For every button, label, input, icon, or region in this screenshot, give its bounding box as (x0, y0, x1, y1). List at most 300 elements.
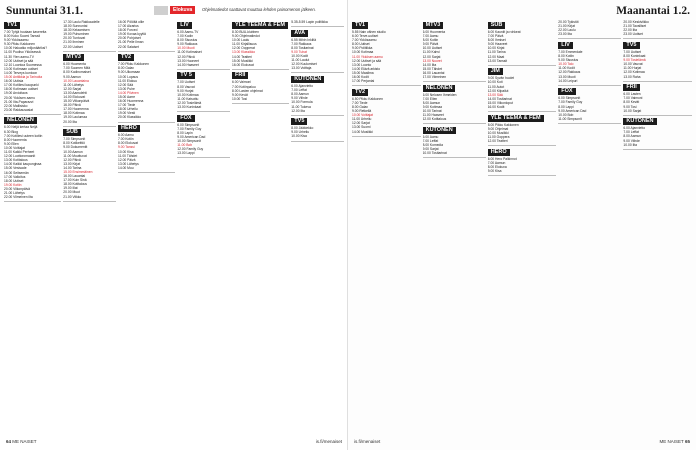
programme-listing: 9.00 Kevät (232, 92, 248, 97)
divider (177, 111, 230, 112)
programme-listing: 6.00 Hero Palkinnot (487, 156, 517, 161)
programme-listing: 23.00 Ilta (558, 32, 572, 37)
programme-listing: 6.00 Neljä kertaa Neljä (4, 125, 38, 130)
programme-listing: 18.00 Urheilu (118, 107, 138, 112)
channel-block (63, 127, 116, 198)
programme-listing: 7.00 Tiede (352, 100, 368, 105)
programme-listing: 13.00 Aamulehti (63, 90, 87, 95)
programme-listing: 10.00 Aamun (63, 149, 83, 154)
film-badge: Elokuva (170, 6, 195, 14)
channel-heading: NELONEN (4, 117, 37, 124)
programme-listing: 8.00 Kuninkaat (623, 54, 646, 59)
programme-listing: 7.00 Leffat (422, 139, 439, 144)
channel-block (177, 70, 230, 109)
channel-block (623, 40, 692, 79)
programme-listing: 10.00 Tosi (232, 96, 247, 101)
divider (558, 85, 621, 86)
programme-listing: 14.00 Pilvinen (118, 90, 139, 95)
programme-listing: 11.00 Tähdet (118, 153, 138, 158)
programme-listing: 16.00 Kodit (352, 75, 369, 80)
programme-listing: 6.00 Ajanvietto (291, 84, 313, 89)
channel-block (488, 147, 557, 173)
programme-listing: 8.00 Pikku Kakkonen (487, 122, 519, 127)
programme-listing: 13.00 Sää (487, 92, 503, 97)
schedule-column (4, 20, 61, 436)
programme-listing: 12.00 Ilta (291, 108, 305, 113)
programme-listing: 7.00 Ykkösaamu (352, 38, 377, 43)
programme-listing: 11.00 Muuttuvat (63, 153, 87, 158)
programme-listing: 18.00 Kotitalous (63, 182, 87, 187)
programme-listing: 6.00 Nelosen Ihmeiden (422, 92, 457, 97)
schedule-column (488, 20, 557, 436)
divider (291, 26, 344, 27)
programme-listing: 6.00 Kauniit ja rohkeat (487, 30, 521, 34)
programme-listing: 8.00 Galax (352, 105, 368, 109)
programme-listing: 8.00 Aamun (291, 92, 309, 97)
programme-listing: 14.00 Musiikki (352, 129, 373, 134)
schedule-column (118, 20, 175, 436)
programme-listing: 11.00 Hurjat (623, 66, 642, 71)
programme-listing: 13.00 Muoti (558, 74, 576, 79)
programme-listing: 11.00 Kotimaiset (177, 50, 202, 55)
magazine-name: ME NAISET (659, 439, 684, 444)
programme-listing: 8.00 Aamun (422, 100, 441, 105)
programme-listing: 16.00 Huomenna (118, 99, 144, 104)
channel-block (177, 113, 230, 156)
programme-listing: 13.00 Kotimaan uutiset (4, 66, 38, 71)
programme-listing: 15.00 Vesisade (4, 166, 27, 171)
programme-listing: 14.00 Teatteri (232, 54, 252, 59)
programme-listing: 8.00 Elokuva (487, 164, 507, 169)
schedule-column (291, 20, 344, 436)
channel-block (488, 66, 557, 109)
programme-listing: 16.00 Uutisia (4, 79, 24, 84)
programme-listing: 18.00 Uutiset (4, 178, 24, 183)
programme-listing: 10.00 Tarinat (422, 109, 442, 114)
programme-listing: 13.00 Kuninkaat (177, 105, 202, 109)
programme-listing: 15.00 Antiikkia ja Tarinoita (4, 75, 43, 80)
programme-listing: 8.00 Lappi (558, 104, 574, 109)
programme-listing: 8.00 Komedia (422, 143, 443, 148)
schedule-column (232, 20, 289, 436)
programme-listing: 13.00 Nuoret (422, 58, 442, 63)
programme-listing: 10.00 Tositarinat (422, 151, 447, 156)
programme-listing: 11.00 Ooppera (487, 134, 510, 139)
programme-listing: 8.00 Kotikeittiö (63, 141, 85, 146)
programme-listing: 7.00 Leffat (291, 88, 307, 93)
programme-listing: 6.00 Vaimoni (232, 80, 251, 85)
programme-listing: 10.00 Formula (291, 100, 313, 105)
programme-listing: 9.00 Kisa (487, 169, 502, 174)
channel-heading: TV2 (352, 89, 368, 96)
programme-listing: 12.00 Maat (487, 54, 505, 59)
channel-heading: LIV (558, 42, 573, 49)
programme-listing: 12.00 Sarjat (63, 86, 82, 91)
schedule-column (623, 20, 692, 436)
programme-listing: 16.00 Elokuvat (232, 62, 254, 67)
programme-listing: 6.50 Pikku Kakkonen (352, 96, 383, 101)
channel-block (291, 28, 344, 71)
channel-heading: MTV3 (423, 22, 444, 29)
programme-listing: 10.00 Lauantaina (63, 78, 89, 83)
programme-listing: 7.00 Uutiset (623, 49, 641, 54)
channel-block (63, 20, 116, 49)
programme-listing: 19.00 Kovaa kyytiä (118, 32, 146, 37)
programme-listing: 12.00 Päivä (177, 54, 195, 59)
channel-block (291, 74, 344, 113)
channel-heading: HERO (118, 125, 140, 132)
programme-listing: 8.00 Koko Suomi Tanssii (4, 34, 41, 39)
programme-listing: 9.00 Tosi (623, 104, 637, 109)
programme-listing: 9.00 Syvän huolet (487, 76, 515, 81)
programme-listing: 9.00 American Dad (177, 134, 206, 139)
programme-listing: 9.00 Aamun (63, 74, 81, 79)
site-url[interactable]: is.fi/menaiset (315, 439, 342, 444)
programme-listing: 10.00 Ilta (623, 142, 637, 147)
channel-block (232, 70, 289, 100)
programme-listing: 9.00 Politiikka (352, 46, 373, 51)
programme-listing: 13.00 Klassikko (232, 50, 256, 55)
channel-heading: TV5 (291, 118, 307, 125)
programme-listing: 9.00 Viihde (291, 96, 308, 101)
channel-block (558, 20, 621, 36)
programme-listing: 12.00 Kotimaa (623, 70, 645, 75)
programme-listing: 22.00 Salaiset (118, 44, 139, 49)
programme-listing: 18.30 Kelaamisen (63, 28, 90, 33)
programme-listing: 15.00 Viikonloput (487, 100, 513, 105)
programme-listing: 19.00 Kotiin (4, 182, 22, 187)
programme-listing: 10.00 Kotimaa (177, 92, 199, 97)
programme-listing: 17.30 Laulu Rakkaudelle (63, 20, 100, 24)
divider (488, 65, 557, 66)
programme-listing: 11.00 Tukeva (291, 104, 311, 109)
programme-listing: 20.00 Tykistöt (558, 20, 579, 24)
divider (177, 157, 230, 158)
programme-listing: 16.00 Lauantai (422, 70, 445, 75)
programme-listing: 7.00 Pikku Kakkonen (118, 62, 149, 67)
divider (232, 69, 289, 70)
programme-listing: 22.00 Uutiset (63, 44, 83, 49)
programme-listing: 9.00 Viihde (623, 138, 640, 143)
programme-listing: 21.00 Ilta-Paparazzi (4, 99, 34, 104)
programme-listing: 9.00 Rakkaus (177, 42, 198, 47)
programme-listing: 10.00 Kodit (291, 54, 308, 59)
programme-listing: 19.00 Puhuminen (63, 32, 90, 37)
programme-listing: 9.00 Ulkomaan (118, 70, 141, 75)
divider (291, 141, 344, 142)
channel-heading: SUB (488, 22, 506, 29)
programme-listing: 11.00 Kodit (558, 66, 575, 71)
programme-listing: 21.00 Tavalliset (623, 24, 647, 29)
page-number: 65 (684, 439, 690, 444)
programme-listing: 9.00 Kotimaa (422, 105, 443, 109)
programme-listing: 23.00 Uutiset (623, 32, 643, 37)
channel-heading: FRII (232, 72, 248, 79)
channel-heading: TV2 (118, 54, 134, 61)
programme-listing: 8.00 Tositarinat (291, 45, 314, 50)
programme-listing: 17.00 Valloitus (4, 174, 26, 179)
programme-listing: 14.00 Muu (118, 165, 134, 170)
programme-listing: 7.00 Päivä (487, 34, 504, 39)
programme-listing: 20.00 Muut (63, 190, 80, 195)
channel-heading: FRII (623, 84, 639, 91)
page-header (354, 5, 690, 19)
programme-listing: 6.00 Simpsonit (177, 122, 200, 127)
programme-listing: 21.00 Kirjat (558, 24, 575, 29)
programme-listing: 8.00 Jääkiekko (291, 126, 314, 131)
channel-block (423, 20, 486, 79)
programme-listing: 11.00 Lähetys (63, 82, 84, 87)
programme-listing: 12.00 Sää (118, 82, 134, 87)
programme-listing: 11.00 Kirjallisuus (232, 42, 257, 47)
programme-listing: 12.00 Päivä (63, 157, 81, 162)
divider (118, 172, 175, 173)
programme-listing: 7.00 Kotiin (118, 137, 134, 142)
programme-listing: 20.00 Keskiviikko (623, 20, 649, 24)
programme-listing: 9.00 Tosielämä (623, 58, 646, 63)
divider (488, 175, 557, 176)
programme-listing: 17.00 Huomenna (63, 107, 89, 112)
programme-listing: 8.00 Huomenta (4, 137, 27, 142)
programme-listing: 12.10 Luontoa Suomessa (4, 62, 42, 67)
programme-listing: 9.00 Sarjat (422, 147, 439, 152)
programme-listing: 14.00 Tarina (63, 165, 82, 170)
programme-listing: 15.00 Tähdet (422, 66, 442, 71)
channel-block (558, 40, 621, 83)
programme-listing: 10.00 Lupaus (118, 74, 138, 79)
programme-listing: 11.00 Haaveet (422, 113, 444, 118)
schedule-column (63, 20, 116, 436)
channel-heading: FOX (558, 88, 575, 95)
programme-listing: 10.00 Voittajat (4, 145, 25, 150)
channel-block (488, 20, 557, 63)
channel-heading: SUB (63, 129, 81, 136)
channel-block (352, 87, 421, 134)
programme-listing: 8.00 Galax (118, 66, 134, 71)
programme-listing: 9.30 Pikku Kakkonen (4, 42, 35, 47)
programme-listing: 20.00 Pohjoiset (118, 36, 141, 41)
programme-listing: 7.00 Kotiliesi uuteen kotiin (4, 133, 43, 138)
programme-listing: 16.00 Päivä (63, 103, 81, 108)
programme-listing: 19.00 Viesti (118, 111, 136, 116)
programme-listing: 13.00 Raha (623, 74, 641, 79)
programme-listing: 12.00 Kuulumiset (291, 62, 317, 67)
programme-listing: 10.00 Koti (487, 80, 503, 85)
divider (623, 38, 692, 39)
programme-listing: 22.00 Laulu (558, 28, 576, 33)
programme-listing: 12.00 Rakkaus (558, 70, 581, 75)
programme-listing: 8.00 Uutiset (352, 42, 370, 47)
divider (423, 123, 486, 124)
programme-listing: 9.00 Retkellä (352, 109, 372, 114)
programme-listing: 18.00 Sunnuntai (63, 24, 88, 29)
programme-listing: 12.00 Luottoromaanit (4, 154, 36, 159)
divider (352, 136, 421, 137)
divider (623, 81, 692, 82)
programme-listing: 7.00 Emmerdale (558, 49, 583, 54)
header-note: Ohjelmatiedot saattavat muuttua lehden painomenon jälkeen. (202, 7, 316, 12)
programme-listing: 14.00 Elävä arkisto (352, 66, 381, 71)
programme-listing: 9.00 Dokumentit (63, 145, 88, 150)
programme-listing: 15.00 Aarre (118, 95, 136, 99)
programme-listing: 7.00 Tyhjä huutaan kavereita (4, 30, 47, 34)
programme-listing: 6.00 Huomenta (63, 62, 86, 67)
programme-listing: 15.00 Maailma (352, 70, 374, 75)
programme-listing: 13.00 Voittaja (291, 66, 312, 71)
programme-listing: 12.00 Tosielämä (177, 100, 202, 105)
programme-listing: 14.00 Terveys kuntoon (4, 70, 38, 75)
programme-listing: 9.00 Hurjat (177, 88, 194, 93)
logo-icon (154, 6, 168, 15)
programme-listing: 7.00 Ellen (422, 96, 438, 101)
channel-heading: TV 5 (177, 72, 195, 79)
divider (488, 111, 557, 112)
programme-listing: 6.00 Aamu (118, 133, 134, 138)
programme-listing: 17.00 Perjantai (352, 79, 375, 84)
programme-listing: 11.00 Kahvi (422, 50, 440, 55)
schedule-columns (352, 20, 692, 436)
channel-heading: YLE TEEMA & FEM (232, 22, 288, 29)
programme-listing: 12.00 Oopperat (232, 46, 255, 51)
channel-heading: KUTONEN (291, 76, 324, 83)
programme-listing: 19.00 Arvioitava (4, 91, 28, 96)
schedule-column (423, 20, 486, 436)
channel-heading: MTV3 (63, 54, 84, 61)
channel-block (488, 113, 557, 143)
channel-heading: TV1 (4, 22, 20, 29)
programme-listing: 16.00 Seitsemän (4, 170, 29, 175)
programme-listing: 20.00 Klassikko (118, 115, 142, 120)
programme-listing: 16.00 Kodit (487, 105, 505, 109)
day-title: Maanantai 1.2. (616, 5, 690, 17)
programme-listing: 20.00 Viikonpäivä (4, 186, 30, 191)
programme-listing: 20.00 Ilta (63, 119, 77, 124)
programme-listing: 13.00 Lappi (177, 151, 195, 156)
divider (423, 157, 486, 158)
programme-listing: 6.00 Huomenta (422, 30, 446, 34)
programme-listing: 12.00 Sarjat (352, 121, 370, 126)
programme-listing: 21.00 Ihminen (63, 40, 85, 45)
programme-listing: 9.00 Tuhat (291, 49, 307, 54)
schedule-column (177, 20, 230, 436)
magazine-name: ME NAISET (12, 439, 37, 444)
divider (232, 103, 289, 104)
channel-heading: FOX (177, 115, 194, 122)
divider (558, 123, 621, 124)
channel-block (623, 82, 692, 112)
programme-listing: 9.00 Ykkösaamu (4, 38, 29, 43)
programme-listing: 5.35-5.59 Lapin politiikka (291, 20, 328, 24)
programme-listing: 20.00 Tuntuvat (63, 36, 86, 41)
programme-listing: 11.00 Simpsonit (558, 116, 582, 121)
programme-listing: 14.00 Elokuvat (63, 95, 86, 99)
programme-listing: 11.00 Ykkösen aamu (352, 54, 383, 59)
programme-listing: 13.00 Huoneet (177, 58, 199, 63)
programme-listing: 9.00 Ohjelmatiedot (232, 34, 260, 39)
programme-listing: 6.00 Aamu-TV (177, 30, 199, 34)
programme-listing: 11.00 Tarina (487, 50, 506, 55)
programme-listing: 13.00 Kotitalous (4, 158, 28, 163)
programme-listing: 8.30 BUU-klubben (232, 30, 259, 34)
programme-listing: 10.00 Laulu (232, 38, 250, 43)
programme-listing: 11.00 Urheilu (352, 117, 372, 122)
channel-block (63, 52, 116, 123)
divider (623, 149, 692, 150)
channel-heading: KUTONEN (423, 127, 456, 134)
programme-listing: 9.00 Haaveet (487, 42, 508, 47)
programme-listing: 15.00 Musiikki (232, 58, 253, 63)
channel-heading: NELONEN (423, 85, 456, 92)
programme-listing: 12.00 Teatteri (487, 139, 508, 144)
programme-listing: 10.00 Muoti (177, 46, 195, 51)
programme-listing: 6.00 Terve-uutiset (352, 34, 379, 39)
programme-listing: 14.00 Ilta (422, 62, 437, 67)
programme-listing: 5.55 Nain vähen studio (352, 30, 386, 34)
programme-listing: 23.00 Rakkausasiat (4, 107, 33, 112)
programme-listing: 22.00 Ilta (623, 28, 637, 33)
divider (63, 201, 116, 202)
programme-listing: 11.00 Puoliso Ykkösessä (4, 50, 41, 55)
programme-listing: 12.00 Kotitalous (422, 117, 447, 122)
programme-listing: 11.00 Katsottu (177, 96, 199, 101)
divider (63, 51, 116, 52)
programme-listing: 17.00 Kotiliesi kaupunki (4, 83, 39, 88)
channel-heading: AVA (291, 30, 308, 37)
programme-listing: 6.30 Blog (4, 129, 18, 134)
channel-block (558, 86, 621, 121)
programme-listing: 6.00 Ajanvietto (623, 126, 646, 131)
programme-listing: 10.00 Simpsonit (177, 139, 201, 144)
programme-listing: 12.00 Kilpailut (487, 88, 509, 93)
programme-listing: 12.00 Päivä (118, 157, 136, 162)
programme-listing: 11.00 Laulut (291, 58, 310, 63)
programme-listing: 11.30 Ylen aamu-TV (4, 54, 34, 59)
page-footer (354, 439, 690, 447)
channel-heading: LIV (177, 22, 192, 29)
programme-listing: 14.00 Tositarinat (487, 96, 512, 101)
programme-listing: 7.00 Suomen Mitä (63, 66, 91, 71)
programme-listing: 7.00 Simpsonit (63, 137, 86, 142)
programme-listing: 9.00 Urheilu (291, 130, 310, 135)
programme-listing: 7.00 Kodin (177, 34, 194, 39)
programme-listing: 13.00 Suomi (352, 125, 371, 130)
site-url[interactable]: is.fi/menaiset (354, 439, 381, 444)
divider (4, 201, 61, 202)
programme-listing: 9.00 Ellen (4, 141, 19, 146)
channel-heading: HERO (488, 149, 510, 156)
day-title: Sunnuntai 31.1. (6, 5, 84, 17)
page-header (6, 5, 342, 19)
divider (63, 126, 116, 127)
programme-listing: 12.00 Uutiset ja sää (352, 58, 382, 63)
channel-block (232, 20, 289, 67)
programme-listing: 6.00 Simpsonit (558, 96, 581, 101)
programme-listing: 7.00 Rakkaus (291, 41, 312, 46)
divider (558, 38, 621, 39)
divider (291, 72, 344, 73)
programme-listing: 21.00 Viikko (63, 194, 82, 199)
programme-listing: 8.00 Aamun (623, 134, 642, 139)
programme-listing: 12.00 Sarjat (422, 54, 441, 59)
schedule-columns (4, 20, 344, 436)
programme-listing: 8.00 Lapin (177, 130, 193, 135)
programme-listing: 10.00 Vauvat (623, 62, 643, 67)
programme-listing: 8.00 Lasten ohjelmat (232, 88, 263, 93)
programme-listing: 7.00 Family Guy (558, 100, 583, 105)
programme-listing: 10.00 Uutiset (422, 46, 443, 51)
programme-listing: 8.00 Kotiin (422, 38, 439, 43)
channel-block (623, 116, 692, 146)
